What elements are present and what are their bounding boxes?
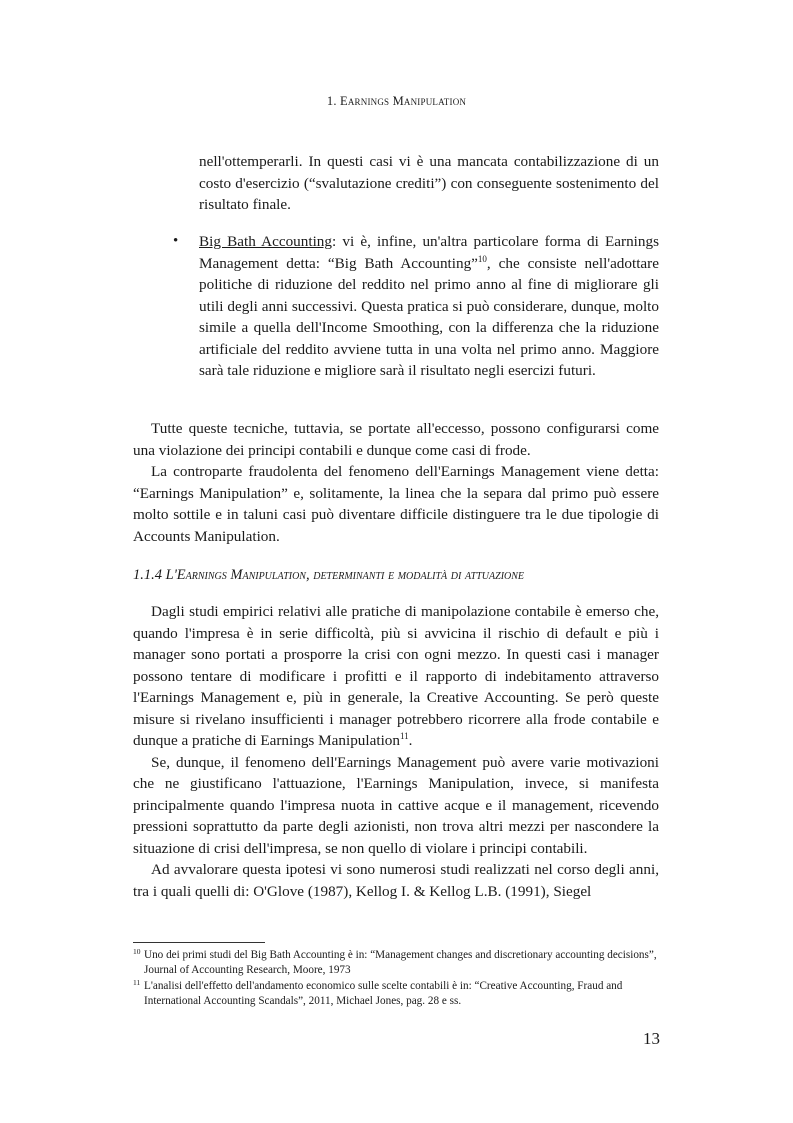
footnote-ref-10: 10 xyxy=(477,253,487,264)
footnotes xyxy=(133,948,659,1010)
footnote-10 xyxy=(133,948,659,978)
paragraph-end: . xyxy=(408,732,413,749)
chapter-number: 1. xyxy=(326,94,341,108)
paragraph: Se, dunque, il fenomeno dell'Earnings Management può avere varie motivazioni che ne giustificano l'attuazione, l'Earnings Manipulation, invece, si manifesta principalmente quando l'impresa nuota in cattive acque e il management, ricevendo pressioni soprattutto da parte degli azionisti, non trova altri mezzi per nascondere la situazione di crisi dell'impresa, se non quello di violare i principi contabili. xyxy=(133,753,659,857)
paragraph-text: Dagli studi empirici relativi alle pratiche di manipolazione contabile è emerso che, quando l'impresa è in serie difficoltà, più si avvicina il rischio di default e più i manager sono portati a prosporre la crisi con ogni mezzo. In questi casi i manager possono tentare di modificare i profitti e il rapporto di indebitamento attraverso l'Earnings Management e, più in generale, la Creative Accounting. Se però queste misure si rivelano insufficienti i manager potrebbero ricorrere alla frode contabile e dunque a pratiche di Earnings Manipulation xyxy=(133,603,659,749)
bullet-item-big-bath xyxy=(199,231,659,382)
page-number: 13 xyxy=(643,1029,660,1048)
footnote-text: Uno dei primi studi del Big Bath Accounting è in: “Management changes and discretionary accounting decisions”, Journal of Accounting Research, Moore, 1973 xyxy=(144,949,657,976)
paragraph: Tutte queste tecniche, tuttavia, se portate all'eccesso, possono configurarsi come una violazione dei principi contabili e dunque come casi di frode. xyxy=(133,420,659,459)
bullet-text-b: , che consiste nell'adottare politiche di riduzione del reddito nel primo anno al fine di migliorare gli utili degli anni successivi. Questa pratica si può considerare, dunque, molto simile a quella dell'Income Smoothing, con la differenza che la riduzione artificiale del reddito avviene tutta in una volta nel primo anno. Maggiore sarà tale riduzione e migliore sarà il risultato negli esercizi futuri. xyxy=(199,254,659,379)
paragraph: La controparte fraudolenta del fenomeno dell'Earnings Management viene detta: “Earnings Manipulation” e, solitamente, la linea che la separa dal primo può essere molto sottile e in taluni casi può diventare difficile distinguere tra le due tipologie di Accounts Manipulation. xyxy=(133,463,659,545)
body-block-1 xyxy=(133,418,659,547)
footnote-11 xyxy=(133,979,659,1009)
bullet-text xyxy=(199,231,659,382)
paragraph xyxy=(133,601,659,752)
chapter-title: Earnings Manipulation xyxy=(340,94,467,108)
bullet-marker: • xyxy=(173,233,179,249)
bullet-continuation-text: nell'ottemperarli. In questi casi vi è una mancata contabilizzazione di un costo d'esercizio (“svalutazione crediti”) con conseguente sostenimento del risultato finale. xyxy=(199,153,659,213)
bullet-term: Big Bath Accounting xyxy=(199,233,332,250)
section-number: 1.1.4 xyxy=(133,567,166,583)
footnote-separator xyxy=(133,942,265,943)
footnote-number: 10 xyxy=(133,947,141,956)
body-block-2 xyxy=(133,601,659,902)
footnote-ref-11: 11 xyxy=(399,730,409,741)
running-header xyxy=(0,94,793,109)
section-title: L'Earnings Manipulation, determinanti e modalità di attuazione xyxy=(165,567,525,583)
paragraph: Ad avvalorare questa ipotesi vi sono numerosi studi realizzati nel corso degli anni, tra i quali quelli di: O'Glove (1987), Kellog I. & Kellog L.B. (1991), Siegel xyxy=(133,861,659,900)
bullet-continuation xyxy=(199,151,659,216)
footnote-number: 11 xyxy=(133,978,141,987)
footnote-text: L'analisi dell'effetto dell'andamento economico sulle scelte contabili è in: “Creative Accounting, Fraud and International Accounting Scandals”, 2011, Michael Jones, pag. 28 e ss. xyxy=(144,980,623,1007)
section-heading xyxy=(133,567,524,584)
bullet-text-a: : vi è, infine, un'altra particolare forma di Earnings Management detta: “Big Bath Accounting” xyxy=(199,233,659,272)
